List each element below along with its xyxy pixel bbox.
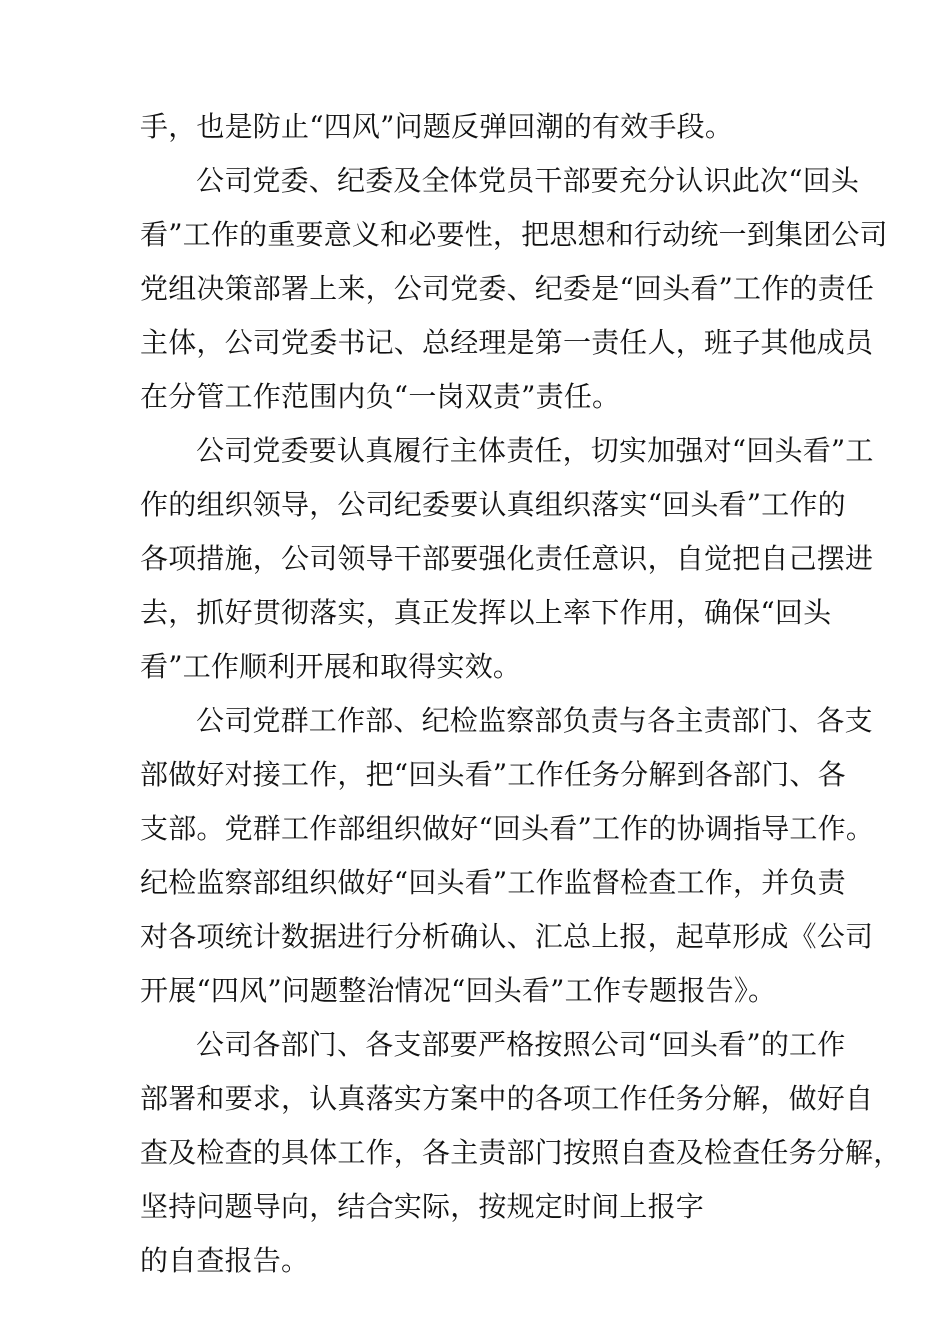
text-line: 各项措施，公司领导干部要强化责任意识，自觉把自己摆进 <box>140 542 874 575</box>
text-line: 作的组织领导，公司纪委要认真组织落实“回头看”工作的 <box>140 488 846 521</box>
text-line: 部做好对接工作，把“回头看”工作任务分解到各部门、各 <box>140 758 846 791</box>
text-line: 主体，公司党委书记、总经理是第一责任人，班子其他成员 <box>140 326 874 359</box>
paragraph-start-line: 公司党委要认真履行主体责任，切实加强对“回头看”工 <box>196 434 874 467</box>
text-line: 坚持问题导向，结合实际，按规定时间上报字 <box>140 1190 705 1223</box>
document-body <box>140 100 902 1288</box>
text-line: 支部。党群工作部组织做好“回头看”工作的协调指导工作。 <box>140 812 875 845</box>
text-line: 看”工作的重要意义和必要性，把思想和行动统一到集团公司 <box>140 218 888 251</box>
text-line: 部署和要求，认真落实方案中的各项工作任务分解，做好自 <box>140 1082 874 1115</box>
text-line: 党组决策部署上来，公司党委、纪委是“回头看”工作的责任 <box>140 272 875 305</box>
paragraph-start-line: 公司各部门、各支部要严格按照公司“回头看”的工作 <box>196 1028 846 1061</box>
text-line: 的自查报告。 <box>140 1244 310 1277</box>
text-line: 去，抓好贯彻落实，真正发挥以上率下作用，确保“回头 <box>140 596 832 629</box>
text-line: 查及检查的具体工作，各主责部门按照自查及检查任务分解， <box>140 1136 902 1169</box>
text-line: 看”工作顺利开展和取得实效。 <box>140 650 522 683</box>
text-line: 纪检监察部组织做好“回头看”工作监督检查工作，并负责 <box>140 866 846 899</box>
text-line: 开展“四风”问题整治情况“回头看”工作专题报告》。 <box>140 974 777 1007</box>
paragraph-start-line: 公司党委、纪委及全体党员干部要充分认识此次“回头 <box>196 164 860 197</box>
text-line: 在分管工作范围内负“一岗双责”责任。 <box>140 380 621 413</box>
text-line: 手，也是防止“四风”问题反弹回潮的有效手段。 <box>140 110 734 143</box>
text-line: 对各项统计数据进行分析确认、汇总上报，起草形成《公司 <box>140 920 874 953</box>
paragraph-start-line: 公司党群工作部、纪检监察部负责与各主责部门、各支 <box>196 704 873 737</box>
